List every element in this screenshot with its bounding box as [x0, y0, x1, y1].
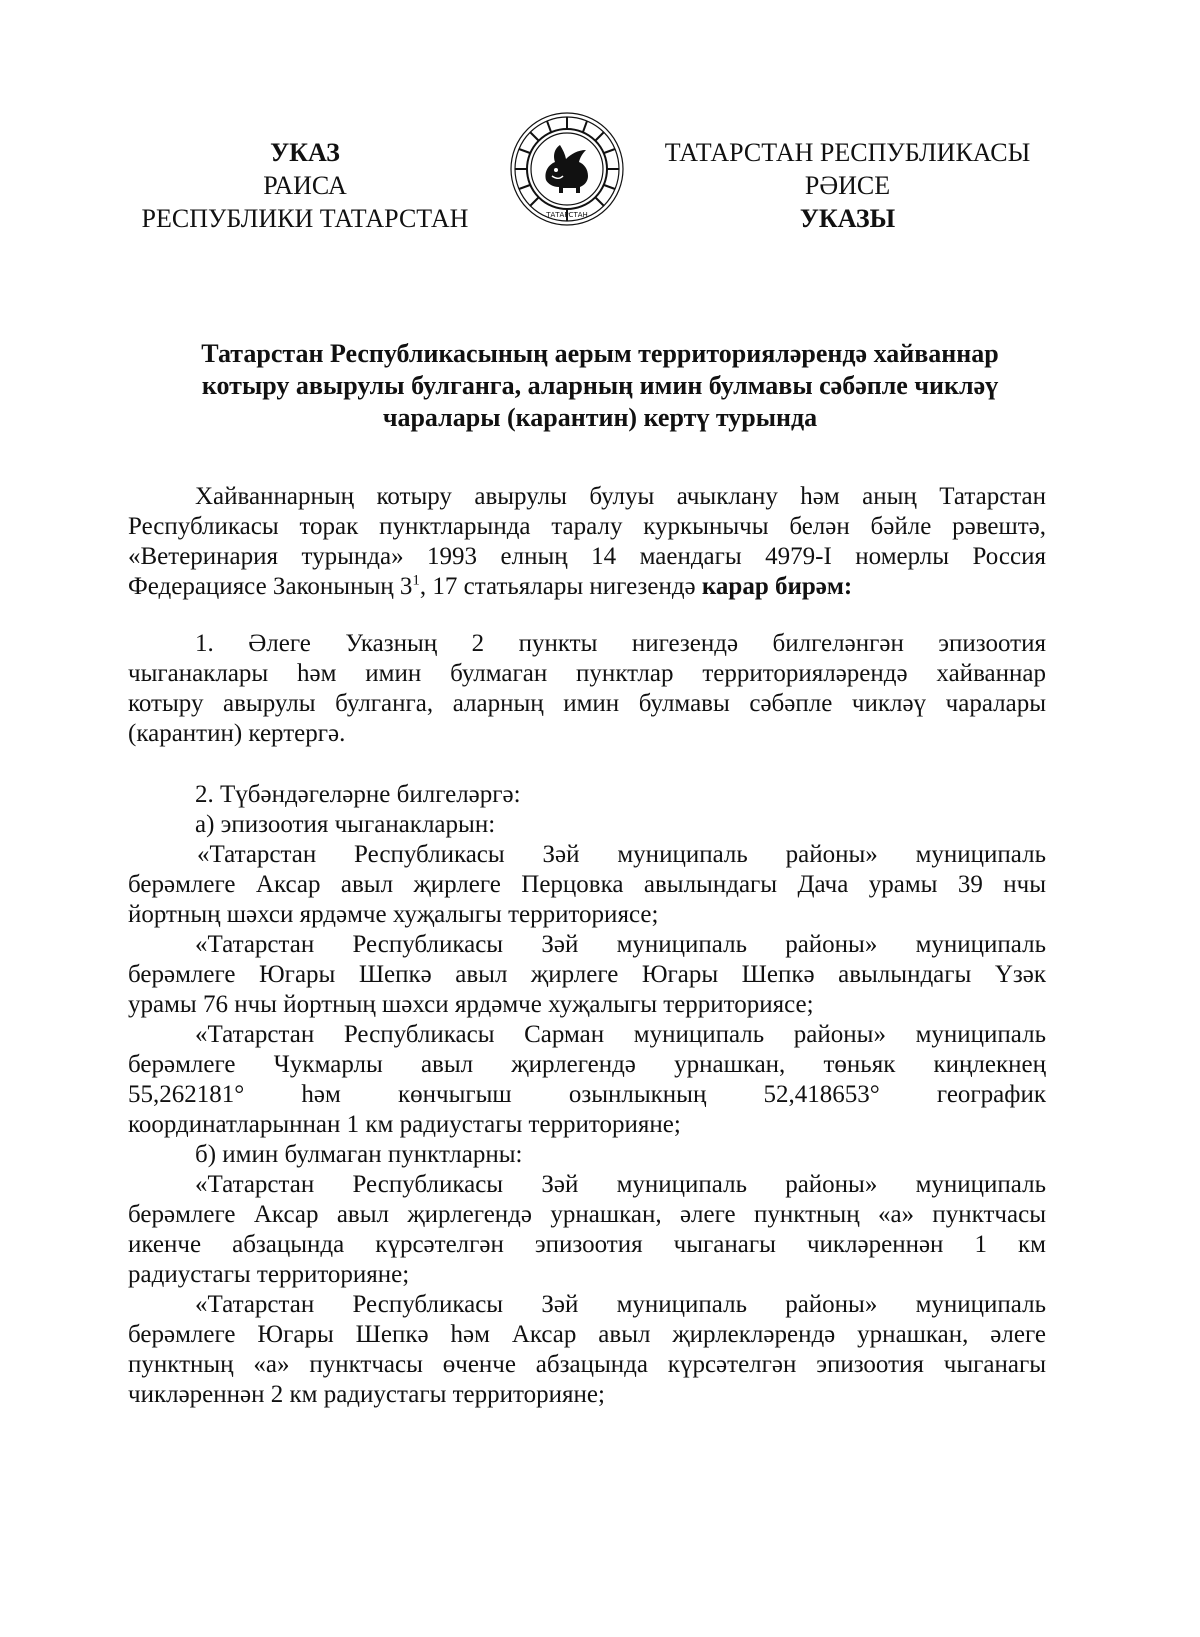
intro-line-4-text-2: , 17 статьялары нигезендә [419, 573, 702, 600]
a3-line-2: берәмлеге Чукмарлы авыл җирлегендә урнашкан, төньяк киңлекнең [128, 1051, 1046, 1078]
title-line-1: Татарстан Республикасының аерым территорияләрендә хайваннар [201, 339, 999, 368]
a1-line-3: йортның шәхси ярдәмче хуҗалыгы территориясе; [128, 901, 659, 928]
p2-heading: 2. Түбәндәгеләрне билгеләргә: [195, 781, 521, 808]
header-right-line-3: УКАЗЫ [799, 204, 896, 233]
a1-line-1: «Татарстан Республикасы Зәй муниципаль районы» муниципаль [197, 841, 1046, 868]
header-left-russian [140, 136, 470, 235]
intro-line-3: «Ветеринария турында» 1993 елның 14 маендагы 4979-I номерлы Россия [128, 543, 1046, 570]
intro-line-1: Хайваннарның котыру авырулы булуы ачыклану һәм аның Татарстан [195, 483, 1046, 510]
intro-line-4 [128, 572, 1046, 602]
a2-line-2: берәмлеге Югары Шепкә авыл җирлеге Югары Шепкә авылындагы Үзәк [128, 961, 1046, 988]
header-right-line-2: РӘИСЕ [804, 171, 891, 200]
b2-line-1: «Татарстан Республикасы Зәй муниципаль районы» муниципаль [195, 1291, 1046, 1318]
p2-sub-a: а) эпизоотия чыганакларын: [195, 811, 496, 838]
p1-line-3: котыру авырулы булганга, аларның имин булмавы сәбәпле чикләү чаралары [128, 690, 1046, 717]
b1-line-3: икенче абзацында күрсәтелгән эпизоотия чыганагы чикләреннән 1 км [128, 1231, 1046, 1258]
p1-line-1: 1. Әлеге Указның 2 пункты нигезендә билгеләнгән эпизоотия [195, 630, 1046, 657]
b1-line-1: «Татарстан Республикасы Зәй муниципаль районы» муниципаль [195, 1171, 1046, 1198]
p2-sub-b: б) имин булмаган пунктларны: [195, 1141, 523, 1168]
header-left-line-3: РЕСПУБЛИКИ ТАТАРСТАН [141, 204, 469, 233]
decree-title [140, 338, 1060, 434]
b1-line-4: радиустагы территорияне; [128, 1261, 410, 1288]
b2-line-2: берәмлеге Югары Шепкә һәм Аксар авыл җирлекләрендә урнашкан, әлеге [128, 1321, 1046, 1348]
header-left-line-1: УКАЗ [270, 138, 340, 167]
a3-line-3: 55,262181° һәм көнчыгыш озынлыкның 52,418653° географик [128, 1081, 1046, 1108]
intro-line-2: Республикасы торак пунктларында таралу куркынычы белән бәйле рәвештә, [128, 513, 1046, 540]
intro-superscript: 1 [412, 572, 420, 589]
title-line-2: котыру авырулы булганга, аларның имин булмавы сәбәпле чикләү [201, 371, 999, 400]
a1-line-2: берәмлеге Аксар авыл җирлеге Перцовка авылындагы Дача урамы 39 нчы [128, 871, 1046, 898]
intro-resolution: карар бирәм: [701, 573, 853, 600]
b2-line-4: чикләреннән 2 км радиустагы территорияне; [128, 1381, 605, 1408]
p1-line-4: (карантин) кертергә. [128, 720, 346, 747]
emblem-lettering: ТАТАРСТАН [546, 211, 588, 219]
p1-line-2: чыганаклары һәм имин булмаган пунктлар территорияләрендә хайваннар [128, 660, 1046, 687]
a3-line-1: «Татарстан Республикасы Сарман муниципаль районы» муниципаль [195, 1021, 1046, 1048]
a2-line-3: урамы 76 нчы йортның шәхси ярдәмче хуҗалыгы территориясе; [128, 991, 814, 1018]
header-right-tatar [655, 136, 1040, 235]
header-left-line-2: РАИСА [263, 171, 347, 200]
tatarstan-coat-of-arms-emblem-icon [508, 110, 626, 228]
b2-line-3: пунктның «а» пунктчасы өченче абзацында күрсәтелгән эпизоотия чыганагы [128, 1351, 1046, 1378]
b1-line-2: берәмлеге Аксар авыл җирлегендә урнашкан, әлеге пунктның «а» пунктчасы [128, 1201, 1046, 1228]
a3-line-4: координатларыннан 1 км радиустагы территорияне; [128, 1111, 681, 1138]
title-line-3: чаралары (карантин) кертү турында [382, 403, 818, 432]
header-right-line-1: ТАТАРСТАН РЕСПУБЛИКАСЫ [664, 138, 1031, 167]
a2-line-1: «Татарстан Республикасы Зәй муниципаль районы» муниципаль [195, 931, 1046, 958]
intro-line-4-text: Федерациясе Законының 3 [128, 573, 413, 600]
